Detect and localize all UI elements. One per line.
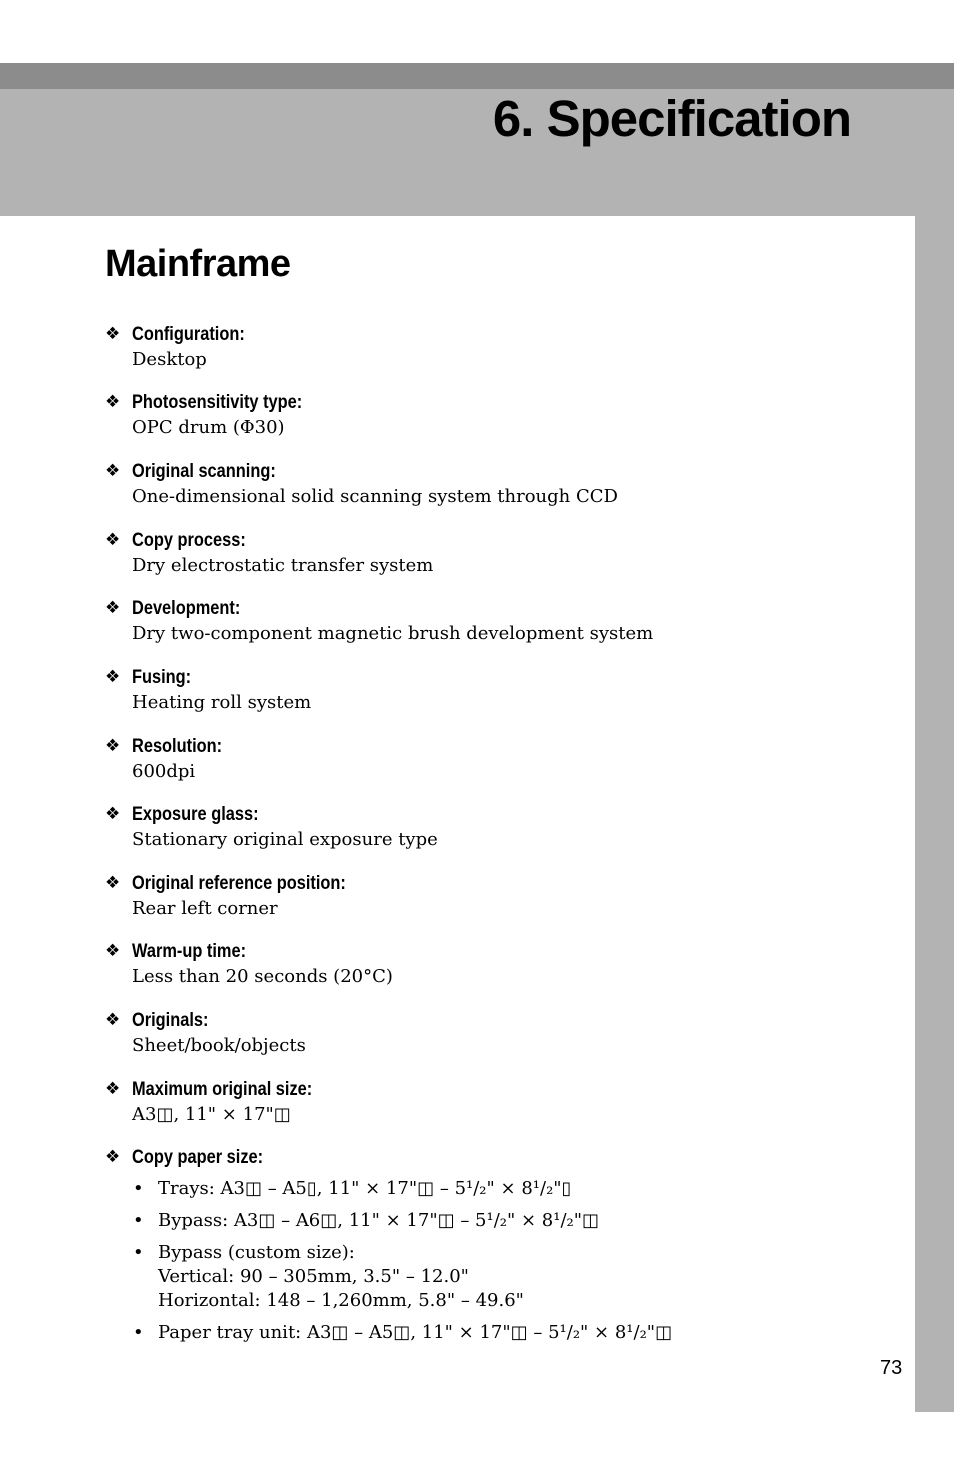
spec-value: Sheet/book/objects <box>132 1035 306 1056</box>
spec-fusing <box>105 664 895 716</box>
paper-size-paper-tray-unit: Paper tray unit: A3◫ – A5◫, 11" × 17"◫ – 5¹/₂" × 8¹/₂"◫ <box>158 1322 673 1343</box>
spec-value: 600dpi <box>132 761 196 782</box>
spec-value: Stationary original exposure type <box>132 829 438 850</box>
spec-original-scanning <box>105 458 895 510</box>
custom-size-title: Bypass (custom size): <box>158 1242 355 1263</box>
diamond-bullet-icon: ❖ <box>105 873 121 893</box>
diamond-bullet-icon: ❖ <box>105 461 121 481</box>
page-number: 73 <box>880 1357 903 1379</box>
bullet-dot-icon: • <box>133 1242 144 1263</box>
bullet-dot-icon: • <box>133 1210 144 1231</box>
spec-label: Exposure glass: <box>132 803 259 825</box>
list-item <box>131 1321 672 1345</box>
spec-original-reference-position <box>105 870 895 922</box>
header-top-bar <box>0 63 954 89</box>
page-edge-strip <box>915 216 954 1412</box>
diamond-bullet-icon: ❖ <box>105 667 121 687</box>
spec-value: Dry electrostatic transfer system <box>132 555 434 576</box>
spec-value: Heating roll system <box>132 692 312 713</box>
diamond-bullet-icon: ❖ <box>105 392 121 412</box>
chapter-title: 6. Specification <box>492 90 851 147</box>
list-item <box>131 1209 672 1233</box>
spec-copy-paper-size <box>105 1144 895 1170</box>
spec-configuration <box>105 321 895 373</box>
diamond-bullet-icon: ❖ <box>105 941 121 961</box>
spec-warm-up-time <box>105 938 895 990</box>
diamond-bullet-icon: ❖ <box>105 530 121 550</box>
spec-originals <box>105 1007 895 1059</box>
spec-value: Less than 20 seconds (20°C) <box>132 966 393 987</box>
custom-size-vertical: Vertical: 90 – 305mm, 3.5" – 12.0" <box>158 1266 469 1287</box>
spec-label: Configuration: <box>132 323 245 345</box>
spec-value: Rear left corner <box>132 898 278 919</box>
diamond-bullet-icon: ❖ <box>105 1079 121 1099</box>
spec-value: A3◫, 11" × 17"◫ <box>132 1104 291 1125</box>
diamond-bullet-icon: ❖ <box>105 1010 121 1030</box>
spec-maximum-original-size <box>105 1076 895 1128</box>
spec-label: Original scanning: <box>132 460 276 482</box>
spec-photosensitivity-type <box>105 389 895 441</box>
spec-label: Photosensitivity type: <box>132 391 303 413</box>
diamond-bullet-icon: ❖ <box>105 324 121 344</box>
spec-value: One-dimensional solid scanning system through CCD <box>132 486 618 507</box>
list-item <box>131 1177 672 1201</box>
bullet-dot-icon: • <box>133 1322 144 1343</box>
diamond-bullet-icon: ❖ <box>105 598 121 618</box>
copy-paper-size-list <box>131 1177 672 1353</box>
diamond-bullet-icon: ❖ <box>105 804 121 824</box>
spec-resolution <box>105 733 895 785</box>
spec-development <box>105 595 895 647</box>
spec-label: Fusing: <box>132 666 192 688</box>
diamond-bullet-icon: ❖ <box>105 1147 121 1167</box>
section-title: Mainframe <box>105 243 291 285</box>
spec-label: Original reference position: <box>132 872 346 894</box>
spec-exposure-glass <box>105 801 895 853</box>
paper-size-trays: Trays: A3◫ – A5▯, 11" × 17"◫ – 5¹/₂" × 8¹/₂"▯ <box>158 1178 572 1199</box>
diamond-bullet-icon: ❖ <box>105 736 121 756</box>
spec-label: Copy paper size: <box>132 1146 264 1168</box>
bullet-dot-icon: • <box>133 1178 144 1199</box>
paper-size-bypass: Bypass: A3◫ – A6◫, 11" × 17"◫ – 5¹/₂" × 8¹/₂"◫ <box>158 1210 600 1231</box>
spec-label: Warm-up time: <box>132 940 247 962</box>
list-item <box>131 1241 672 1313</box>
custom-size-horizontal: Horizontal: 148 – 1,260mm, 5.8" – 49.6" <box>158 1290 524 1311</box>
spec-label: Development: <box>132 597 241 619</box>
spec-copy-process <box>105 527 895 579</box>
spec-value: OPC drum (Φ30) <box>132 417 285 438</box>
spec-value: Desktop <box>132 349 207 370</box>
spec-label: Maximum original size: <box>132 1078 313 1100</box>
spec-label: Copy process: <box>132 529 246 551</box>
spec-label: Originals: <box>132 1009 209 1031</box>
spec-value: Dry two-component magnetic brush development system <box>132 623 654 644</box>
spec-label: Resolution: <box>132 735 223 757</box>
